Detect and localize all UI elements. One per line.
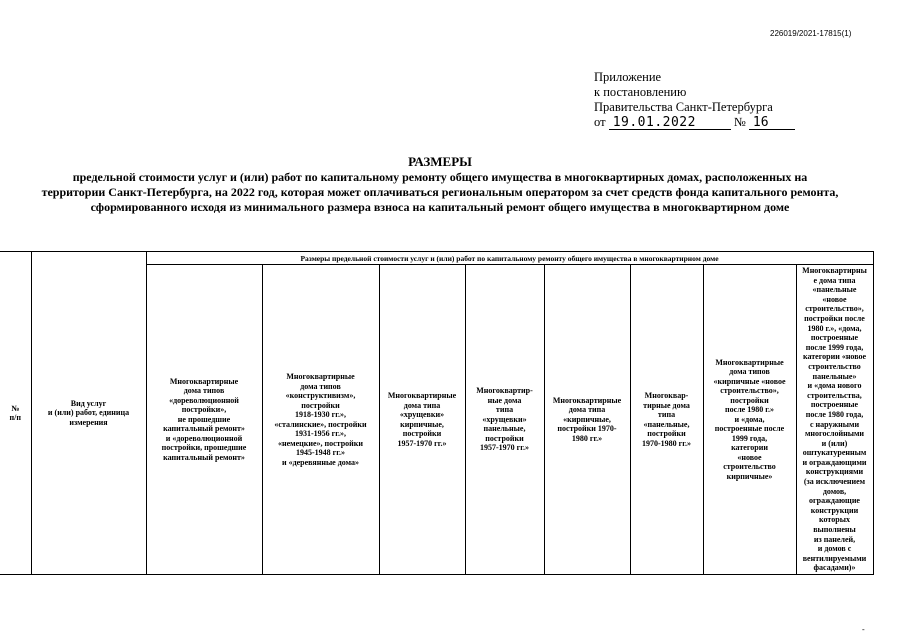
- document-title: РАЗМЕРЫ: [408, 154, 472, 169]
- number-prefix: №: [733, 115, 746, 129]
- header-col-khrushchev-panel: Многоквартир- ные дома типа «хрущевки» панельные, постройки 1957-1970 гг.»: [465, 265, 544, 575]
- header-service-type: Вид услуг и (или) работ, единица измерения: [31, 252, 146, 575]
- header-col-new-panel: Многоквартирны е дома типа «панельные «новое строительство», постройки после 1980 г.», «дома, построенные после 1999 года, категории «новое строительство панельные» и «дома нового строительства, построенные после 1980 года, с наружными многослойными и (или) оштукатуренным и ограждающими конструкциями (за исключением домов, ограждающие конструкции которых выполнены из панелей, и домов с вентилируемыми фасадами)»: [796, 265, 873, 575]
- document-subtitle: предельной стоимости услуг и (или) работ по капитальному ремонту общего имущества в многоквартирных домах, расположенных на территории Санкт-Петербурга, на 2022 год, которая может оплачиваться региональным оператором за счет средств фонда капитального ремонта, сформированного исходя из минимального размера взноса на капитальный ремонт общего имущества в многоквартирном доме: [41, 170, 839, 214]
- header-col-khrushchev-brick: Многоквартирные дома типа «хрущевки» кирпичные, постройки 1957-1970 гг.»: [379, 265, 465, 575]
- header-col-constructivism: Многоквартирные дома типов «конструктивизм», постройки 1918-1930 гг.», «сталинские», постройки 1931-1956 гг.», «немецкие», постройки 1945-1948 гг.» и «деревянные дома»: [262, 265, 379, 575]
- resolution-number: 16: [749, 116, 795, 130]
- header-col-new-brick: Многоквартирные дома типов «кирпичные «новое строительство», постройки после 1980 г.» и «дома, построенные после 1999 года, категории «новое строительство кирпичные»: [703, 265, 796, 575]
- cost-table-wrapper: [0, 251, 905, 571]
- appendix-block: [594, 70, 795, 130]
- footer-mark: -: [862, 625, 865, 634]
- appendix-line-2: к постановлению: [594, 85, 687, 99]
- resolution-date: 19.01.2022: [609, 116, 731, 130]
- header-col-panel-1970-1980: Многоквар- тирные дома типа «панельные, постройки 1970-1980 гг.»: [630, 265, 703, 575]
- document-number: 226019/2021-17815(1): [770, 29, 852, 38]
- appendix-line-3: Правительства Санкт-Петербурга: [594, 100, 773, 114]
- cost-table: [0, 251, 874, 575]
- appendix-date-line: [594, 115, 795, 130]
- header-row-number: № п/п: [0, 252, 31, 575]
- appendix-line-1: Приложение: [594, 70, 662, 84]
- header-cost-group: Размеры предельной стоимости услуг и (или) работ по капитальному ремонту общего имущества в многоквартирном доме: [146, 252, 873, 265]
- header-col-brick-1970-1980: Многоквартирные дома типа «кирпичные, постройки 1970- 1980 гг.»: [544, 265, 630, 575]
- date-prefix: от: [594, 115, 606, 129]
- header-col-prerevolution: Многоквартирные дома типов «дореволюционной постройки», не прошедшие капитальный ремонт» и «дореволюционной постройки, прошедшие капитальный ремонт»: [146, 265, 262, 575]
